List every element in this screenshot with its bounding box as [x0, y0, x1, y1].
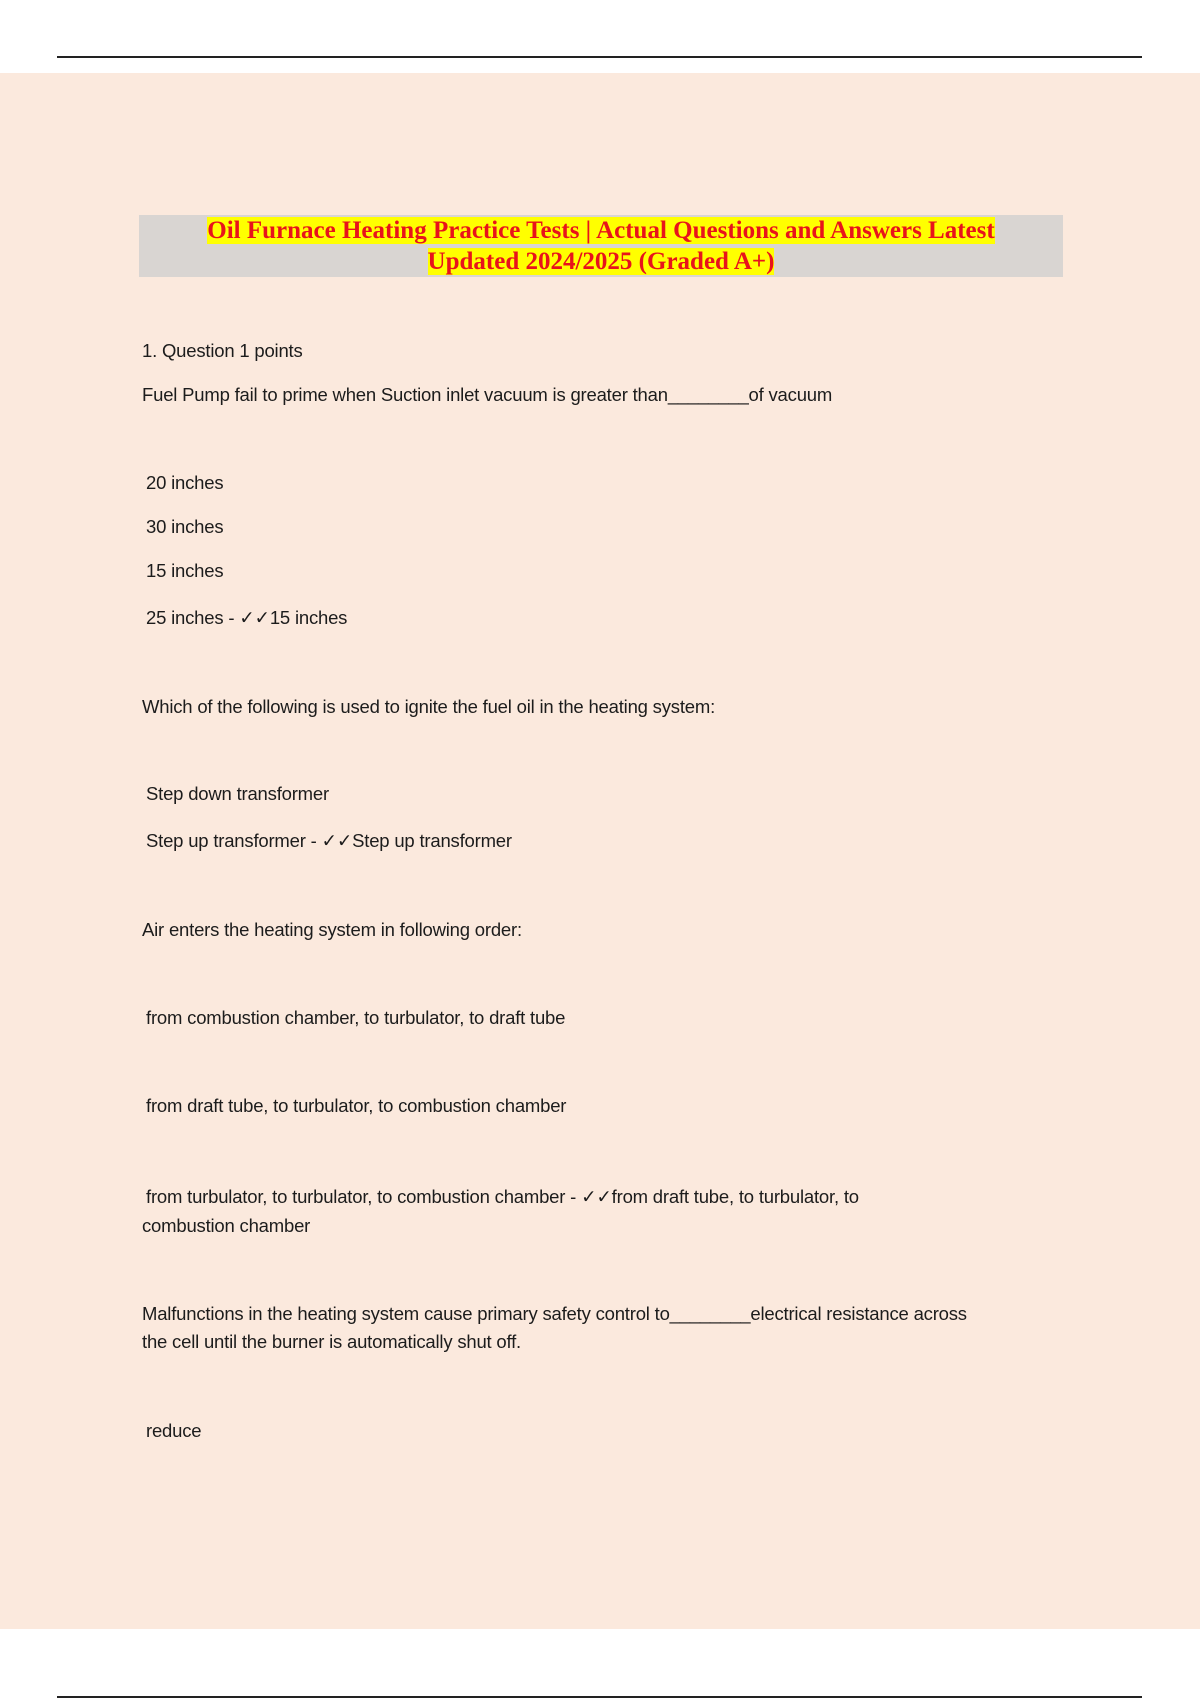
question-1-option-2: 30 inches — [146, 516, 224, 537]
question-1-answer: 25 inches - ✓✓15 inches — [146, 607, 348, 628]
question-1-option-1: 20 inches — [146, 472, 224, 493]
question-3-answer-continued: combustion chamber — [142, 1215, 311, 1236]
question-4-option-1: reduce — [146, 1420, 202, 1441]
question-2-option-1: Step down transformer — [146, 783, 329, 804]
question-3-option-2: from draft tube, to turbulator, to combustion chamber — [146, 1095, 567, 1116]
question-4-prompt-line-2: the cell until the burner is automatically shut off. — [142, 1331, 521, 1352]
document-title — [139, 215, 1063, 277]
bottom-rule — [57, 1696, 1142, 1698]
question-1-prompt: Fuel Pump fail to prime when Suction inlet vacuum is greater than________of vacuum — [142, 384, 833, 405]
question-4-prompt-line-1: Malfunctions in the heating system cause primary safety control to________electrical resistance across — [142, 1303, 967, 1324]
question-1-option-3: 15 inches — [146, 560, 224, 581]
question-2-prompt: Which of the following is used to ignite the fuel oil in the heating system: — [142, 696, 716, 717]
question-3-option-1: from combustion chamber, to turbulator, to draft tube — [146, 1007, 566, 1028]
top-rule — [57, 56, 1142, 58]
question-3-prompt: Air enters the heating system in following order: — [142, 919, 522, 940]
question-2-answer: Step up transformer - ✓✓Step up transformer — [146, 830, 512, 851]
title-line-2: Updated 2024/2025 (Graded A+) — [427, 248, 775, 275]
question-3-answer: from turbulator, to turbulator, to combustion chamber - ✓✓from draft tube, to turbulator, to — [146, 1186, 859, 1207]
document-page — [0, 73, 1200, 1629]
question-1-header: 1. Question 1 points — [142, 340, 303, 361]
title-line-1: Oil Furnace Heating Practice Tests | Actual Questions and Answers Latest — [207, 217, 995, 244]
